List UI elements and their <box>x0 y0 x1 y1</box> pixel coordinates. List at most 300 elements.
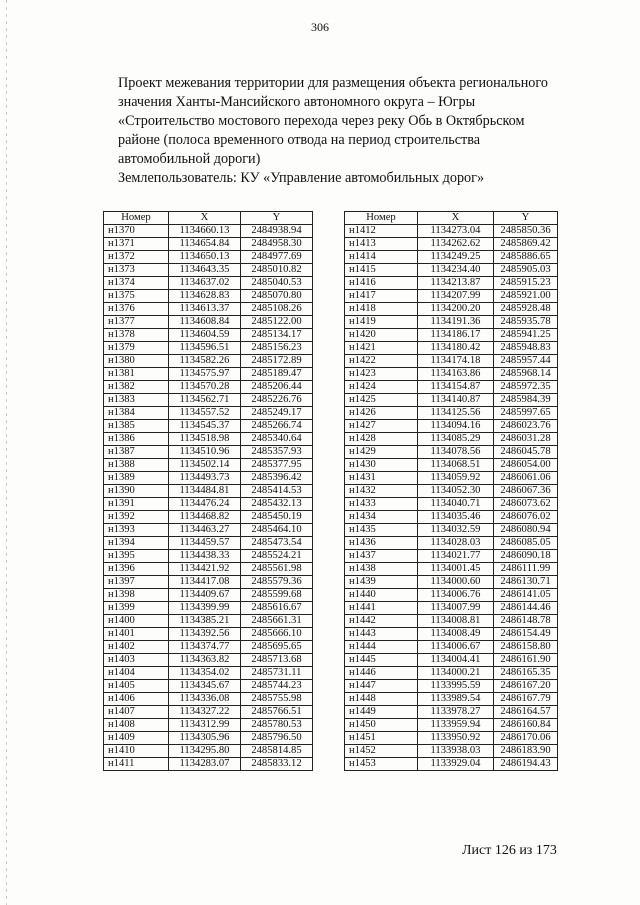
table-row <box>104 394 313 407</box>
point-number-cell: н1381 <box>104 368 169 381</box>
coordinates-table-right <box>344 211 558 771</box>
x-coordinate-cell: 1133995.59 <box>418 680 494 693</box>
y-coordinate-cell: 2485070.80 <box>241 290 313 303</box>
point-number-cell: н1444 <box>345 641 418 654</box>
table-row <box>104 667 313 680</box>
x-coordinate-cell: 1134262.62 <box>418 238 494 251</box>
x-coordinate-cell: 1134154.87 <box>418 381 494 394</box>
y-coordinate-cell: 2486170.06 <box>494 732 558 745</box>
header-number: Номер <box>104 212 169 225</box>
x-coordinate-cell: 1134354.02 <box>169 667 241 680</box>
x-coordinate-cell: 1134283.07 <box>169 758 241 771</box>
y-coordinate-cell: 2486165.35 <box>494 667 558 680</box>
table-row <box>104 407 313 420</box>
y-coordinate-cell: 2485432.13 <box>241 498 313 511</box>
table-row <box>104 615 313 628</box>
x-coordinate-cell: 1134493.73 <box>169 472 241 485</box>
point-number-cell: н1397 <box>104 576 169 589</box>
y-coordinate-cell: 2486076.02 <box>494 511 558 524</box>
x-coordinate-cell: 1133950.92 <box>418 732 494 745</box>
table-row <box>104 433 313 446</box>
x-coordinate-cell: 1134510.96 <box>169 446 241 459</box>
point-number-cell: н1434 <box>345 511 418 524</box>
y-coordinate-cell: 2485377.95 <box>241 459 313 472</box>
table-row <box>104 446 313 459</box>
x-coordinate-cell: 1134007.99 <box>418 602 494 615</box>
x-coordinate-cell: 1134476.24 <box>169 498 241 511</box>
point-number-cell: н1406 <box>104 693 169 706</box>
x-coordinate-cell: 1134140.87 <box>418 394 494 407</box>
x-coordinate-cell: 1134327.22 <box>169 706 241 719</box>
table-row <box>345 420 558 433</box>
y-coordinate-cell: 2486067.36 <box>494 485 558 498</box>
y-coordinate-cell: 2485713.68 <box>241 654 313 667</box>
point-number-cell: н1453 <box>345 758 418 771</box>
x-coordinate-cell: 1134078.56 <box>418 446 494 459</box>
x-coordinate-cell: 1134613.37 <box>169 303 241 316</box>
x-coordinate-cell: 1134273.04 <box>418 225 494 238</box>
x-coordinate-cell: 1134006.67 <box>418 641 494 654</box>
table-row <box>104 251 313 264</box>
table-row <box>345 758 558 771</box>
x-coordinate-cell: 1134125.56 <box>418 407 494 420</box>
x-coordinate-cell: 1134557.52 <box>169 407 241 420</box>
y-coordinate-cell: 2485921.00 <box>494 290 558 303</box>
point-number-cell: н1388 <box>104 459 169 472</box>
y-coordinate-cell: 2486111.99 <box>494 563 558 576</box>
point-number-cell: н1413 <box>345 238 418 251</box>
table-row <box>104 654 313 667</box>
header-number: Номер <box>345 212 418 225</box>
y-coordinate-cell: 2486183.90 <box>494 745 558 758</box>
table-row <box>104 758 313 771</box>
header-y: Y <box>241 212 313 225</box>
y-coordinate-cell: 2484977.69 <box>241 251 313 264</box>
x-coordinate-cell: 1134392.56 <box>169 628 241 641</box>
point-number-cell: н1445 <box>345 654 418 667</box>
point-number-cell: н1447 <box>345 680 418 693</box>
x-coordinate-cell: 1134032.59 <box>418 524 494 537</box>
x-coordinate-cell: 1134575.97 <box>169 368 241 381</box>
table-row <box>345 446 558 459</box>
title-line: районе (полоса временного отвода на период строительства <box>118 132 481 148</box>
table-row <box>104 589 313 602</box>
table-row <box>104 290 313 303</box>
y-coordinate-cell: 2486090.18 <box>494 550 558 563</box>
y-coordinate-cell: 2485796.50 <box>241 732 313 745</box>
header-x: X <box>169 212 241 225</box>
table-row <box>345 459 558 472</box>
x-coordinate-cell: 1134650.13 <box>169 251 241 264</box>
x-coordinate-cell: 1134000.21 <box>418 667 494 680</box>
table-row <box>345 602 558 615</box>
x-coordinate-cell: 1134562.71 <box>169 394 241 407</box>
point-number-cell: н1385 <box>104 420 169 433</box>
point-number-cell: н1395 <box>104 550 169 563</box>
table-row <box>345 563 558 576</box>
point-number-cell: н1420 <box>345 329 418 342</box>
x-coordinate-cell: 1133978.27 <box>418 706 494 719</box>
point-number-cell: н1421 <box>345 342 418 355</box>
table-row <box>345 394 558 407</box>
point-number-cell: н1437 <box>345 550 418 563</box>
point-number-cell: н1427 <box>345 420 418 433</box>
y-coordinate-cell: 2486167.20 <box>494 680 558 693</box>
x-coordinate-cell: 1134438.33 <box>169 550 241 563</box>
point-number-cell: н1451 <box>345 732 418 745</box>
x-coordinate-cell: 1134305.96 <box>169 732 241 745</box>
table-row <box>345 381 558 394</box>
point-number-cell: н1426 <box>345 407 418 420</box>
point-number-cell: н1370 <box>104 225 169 238</box>
x-coordinate-cell: 1134085.29 <box>418 433 494 446</box>
x-coordinate-cell: 1134582.26 <box>169 355 241 368</box>
y-coordinate-cell: 2485935.78 <box>494 316 558 329</box>
point-number-cell: н1418 <box>345 303 418 316</box>
x-coordinate-cell: 1134570.28 <box>169 381 241 394</box>
point-number-cell: н1374 <box>104 277 169 290</box>
table-row <box>104 628 313 641</box>
x-coordinate-cell: 1134200.20 <box>418 303 494 316</box>
y-coordinate-cell: 2485040.53 <box>241 277 313 290</box>
y-coordinate-cell: 2486141.05 <box>494 589 558 602</box>
x-coordinate-cell: 1133938.03 <box>418 745 494 758</box>
y-coordinate-cell: 2485766.51 <box>241 706 313 719</box>
x-coordinate-cell: 1134001.45 <box>418 563 494 576</box>
y-coordinate-cell: 2486061.06 <box>494 472 558 485</box>
table-row <box>104 238 313 251</box>
table-row <box>104 498 313 511</box>
x-coordinate-cell: 1134604.59 <box>169 329 241 342</box>
table-row <box>104 732 313 745</box>
y-coordinate-cell: 2486161.90 <box>494 654 558 667</box>
point-number-cell: н1387 <box>104 446 169 459</box>
y-coordinate-cell: 2486130.71 <box>494 576 558 589</box>
point-number-cell: н1377 <box>104 316 169 329</box>
x-coordinate-cell: 1134637.02 <box>169 277 241 290</box>
table-row <box>104 602 313 615</box>
table-row <box>345 342 558 355</box>
y-coordinate-cell: 2485396.42 <box>241 472 313 485</box>
table-row <box>345 550 558 563</box>
point-number-cell: н1441 <box>345 602 418 615</box>
coordinates-table-left <box>103 211 313 771</box>
point-number-cell: н1423 <box>345 368 418 381</box>
point-number-cell: н1410 <box>104 745 169 758</box>
y-coordinate-cell: 2485561.98 <box>241 563 313 576</box>
point-number-cell: н1446 <box>345 667 418 680</box>
x-coordinate-cell: 1134213.87 <box>418 277 494 290</box>
title-line: Проект межевания территории для размещения объекта регионального <box>118 75 548 91</box>
y-coordinate-cell: 2485997.65 <box>494 407 558 420</box>
table-row <box>104 329 313 342</box>
y-coordinate-cell: 2485905.03 <box>494 264 558 277</box>
scan-edge-line <box>6 0 7 905</box>
x-coordinate-cell: 1134654.84 <box>169 238 241 251</box>
y-coordinate-cell: 2485172.89 <box>241 355 313 368</box>
point-number-cell: н1392 <box>104 511 169 524</box>
x-coordinate-cell: 1134336.08 <box>169 693 241 706</box>
x-coordinate-cell: 1134518.98 <box>169 433 241 446</box>
x-coordinate-cell: 1134008.81 <box>418 615 494 628</box>
x-coordinate-cell: 1134463.27 <box>169 524 241 537</box>
x-coordinate-cell: 1134468.82 <box>169 511 241 524</box>
y-coordinate-cell: 2486160.84 <box>494 719 558 732</box>
table-row <box>104 459 313 472</box>
x-coordinate-cell: 1134312.99 <box>169 719 241 732</box>
point-number-cell: н1422 <box>345 355 418 368</box>
table-row <box>345 641 558 654</box>
y-coordinate-cell: 2485850.36 <box>494 225 558 238</box>
document-title <box>118 74 588 188</box>
y-coordinate-cell: 2485661.31 <box>241 615 313 628</box>
point-number-cell: н1389 <box>104 472 169 485</box>
y-coordinate-cell: 2485755.98 <box>241 693 313 706</box>
point-number-cell: н1398 <box>104 589 169 602</box>
y-coordinate-cell: 2485948.83 <box>494 342 558 355</box>
table-row <box>345 472 558 485</box>
point-number-cell: н1380 <box>104 355 169 368</box>
table-row <box>345 316 558 329</box>
x-coordinate-cell: 1134174.18 <box>418 355 494 368</box>
point-number-cell: н1429 <box>345 446 418 459</box>
x-coordinate-cell: 1134068.51 <box>418 459 494 472</box>
y-coordinate-cell: 2485524.21 <box>241 550 313 563</box>
x-coordinate-cell: 1134186.17 <box>418 329 494 342</box>
x-coordinate-cell: 1134345.67 <box>169 680 241 693</box>
x-coordinate-cell: 1134006.76 <box>418 589 494 602</box>
header-x: X <box>418 212 494 225</box>
table-header-row <box>345 212 558 225</box>
point-number-cell: н1433 <box>345 498 418 511</box>
table-row <box>104 641 313 654</box>
table-row <box>345 277 558 290</box>
table-row <box>345 537 558 550</box>
y-coordinate-cell: 2485134.17 <box>241 329 313 342</box>
point-number-cell: н1376 <box>104 303 169 316</box>
y-coordinate-cell: 2485941.25 <box>494 329 558 342</box>
point-number-cell: н1438 <box>345 563 418 576</box>
point-number-cell: н1407 <box>104 706 169 719</box>
y-coordinate-cell: 2485984.39 <box>494 394 558 407</box>
table-row <box>104 355 313 368</box>
table-row <box>345 680 558 693</box>
x-coordinate-cell: 1134502.14 <box>169 459 241 472</box>
table-row <box>104 368 313 381</box>
point-number-cell: н1378 <box>104 329 169 342</box>
point-number-cell: н1372 <box>104 251 169 264</box>
point-number-cell: н1402 <box>104 641 169 654</box>
point-number-cell: н1425 <box>345 394 418 407</box>
y-coordinate-cell: 2486154.49 <box>494 628 558 641</box>
table-row <box>104 303 313 316</box>
y-coordinate-cell: 2486073.62 <box>494 498 558 511</box>
y-coordinate-cell: 2486167.79 <box>494 693 558 706</box>
point-number-cell: н1428 <box>345 433 418 446</box>
y-coordinate-cell: 2485744.23 <box>241 680 313 693</box>
x-coordinate-cell: 1134000.60 <box>418 576 494 589</box>
point-number-cell: н1419 <box>345 316 418 329</box>
table-row <box>104 680 313 693</box>
point-number-cell: н1390 <box>104 485 169 498</box>
point-number-cell: н1408 <box>104 719 169 732</box>
x-coordinate-cell: 1134660.13 <box>169 225 241 238</box>
x-coordinate-cell: 1134191.36 <box>418 316 494 329</box>
table-row <box>104 745 313 758</box>
table-row <box>345 745 558 758</box>
x-coordinate-cell: 1134180.42 <box>418 342 494 355</box>
y-coordinate-cell: 2486080.94 <box>494 524 558 537</box>
table-row <box>104 485 313 498</box>
point-number-cell: н1386 <box>104 433 169 446</box>
y-coordinate-cell: 2485579.36 <box>241 576 313 589</box>
table-row <box>345 654 558 667</box>
point-number-cell: н1440 <box>345 589 418 602</box>
table-row <box>104 342 313 355</box>
point-number-cell: н1384 <box>104 407 169 420</box>
point-number-cell: н1393 <box>104 524 169 537</box>
table-row <box>104 706 313 719</box>
point-number-cell: н1448 <box>345 693 418 706</box>
x-coordinate-cell: 1134409.67 <box>169 589 241 602</box>
y-coordinate-cell: 2485450.19 <box>241 511 313 524</box>
table-row <box>104 537 313 550</box>
point-number-cell: н1405 <box>104 680 169 693</box>
table-row <box>345 225 558 238</box>
point-number-cell: н1379 <box>104 342 169 355</box>
table-row <box>345 433 558 446</box>
x-coordinate-cell: 1134249.25 <box>418 251 494 264</box>
table-row <box>345 355 558 368</box>
y-coordinate-cell: 2485010.82 <box>241 264 313 277</box>
y-coordinate-cell: 2485968.14 <box>494 368 558 381</box>
table-row <box>104 277 313 290</box>
point-number-cell: н1371 <box>104 238 169 251</box>
y-coordinate-cell: 2485731.11 <box>241 667 313 680</box>
point-number-cell: н1436 <box>345 537 418 550</box>
land-user-line: Землепользователь: КУ «Управление автомобильных дорог» <box>118 170 485 186</box>
point-number-cell: н1442 <box>345 615 418 628</box>
table-row <box>345 706 558 719</box>
point-number-cell: н1382 <box>104 381 169 394</box>
table-row <box>104 524 313 537</box>
title-line: автомобильной дороги) <box>118 151 261 167</box>
point-number-cell: н1404 <box>104 667 169 680</box>
table-row <box>104 511 313 524</box>
y-coordinate-cell: 2485473.54 <box>241 537 313 550</box>
table-row <box>104 420 313 433</box>
x-coordinate-cell: 1134385.21 <box>169 615 241 628</box>
x-coordinate-cell: 1134596.51 <box>169 342 241 355</box>
sheet-counter: Лист 126 из 173 <box>462 843 557 858</box>
y-coordinate-cell: 2486164.57 <box>494 706 558 719</box>
table-row <box>345 589 558 602</box>
y-coordinate-cell: 2485464.10 <box>241 524 313 537</box>
y-coordinate-cell: 2485833.12 <box>241 758 313 771</box>
x-coordinate-cell: 1134008.49 <box>418 628 494 641</box>
x-coordinate-cell: 1134004.41 <box>418 654 494 667</box>
table-row <box>104 381 313 394</box>
table-row <box>345 732 558 745</box>
y-coordinate-cell: 2485915.23 <box>494 277 558 290</box>
point-number-cell: н1391 <box>104 498 169 511</box>
point-number-cell: н1416 <box>345 277 418 290</box>
table-header-row <box>104 212 313 225</box>
x-coordinate-cell: 1134374.77 <box>169 641 241 654</box>
point-number-cell: н1396 <box>104 563 169 576</box>
point-number-cell: н1394 <box>104 537 169 550</box>
table-row <box>345 511 558 524</box>
point-number-cell: н1439 <box>345 576 418 589</box>
table-row <box>345 329 558 342</box>
point-number-cell: н1424 <box>345 381 418 394</box>
x-coordinate-cell: 1134163.86 <box>418 368 494 381</box>
y-coordinate-cell: 2485340.64 <box>241 433 313 446</box>
table-row <box>104 472 313 485</box>
y-coordinate-cell: 2486148.78 <box>494 615 558 628</box>
table-row <box>345 576 558 589</box>
x-coordinate-cell: 1134028.03 <box>418 537 494 550</box>
y-coordinate-cell: 2485226.76 <box>241 394 313 407</box>
point-number-cell: н1411 <box>104 758 169 771</box>
table-row <box>345 524 558 537</box>
table-row <box>345 667 558 680</box>
point-number-cell: н1414 <box>345 251 418 264</box>
point-number-cell: н1383 <box>104 394 169 407</box>
point-number-cell: н1375 <box>104 290 169 303</box>
table-row <box>345 303 558 316</box>
y-coordinate-cell: 2486158.80 <box>494 641 558 654</box>
x-coordinate-cell: 1134207.99 <box>418 290 494 303</box>
table-row <box>104 264 313 277</box>
y-coordinate-cell: 2485108.26 <box>241 303 313 316</box>
x-coordinate-cell: 1134295.80 <box>169 745 241 758</box>
point-number-cell: н1435 <box>345 524 418 537</box>
point-number-cell: н1409 <box>104 732 169 745</box>
y-coordinate-cell: 2486054.00 <box>494 459 558 472</box>
x-coordinate-cell: 1134417.08 <box>169 576 241 589</box>
table-row <box>345 615 558 628</box>
x-coordinate-cell: 1134234.40 <box>418 264 494 277</box>
point-number-cell: н1415 <box>345 264 418 277</box>
y-coordinate-cell: 2486023.76 <box>494 420 558 433</box>
y-coordinate-cell: 2485189.47 <box>241 368 313 381</box>
point-number-cell: н1400 <box>104 615 169 628</box>
title-line: значения Ханты-Мансийского автономного округа – Югры <box>118 94 476 110</box>
y-coordinate-cell: 2485780.53 <box>241 719 313 732</box>
point-number-cell: н1403 <box>104 654 169 667</box>
x-coordinate-cell: 1134040.71 <box>418 498 494 511</box>
y-coordinate-cell: 2485972.35 <box>494 381 558 394</box>
table-row <box>345 264 558 277</box>
y-coordinate-cell: 2485156.23 <box>241 342 313 355</box>
table-row <box>345 407 558 420</box>
y-coordinate-cell: 2486085.05 <box>494 537 558 550</box>
x-coordinate-cell: 1133959.94 <box>418 719 494 732</box>
y-coordinate-cell: 2485122.00 <box>241 316 313 329</box>
x-coordinate-cell: 1134421.92 <box>169 563 241 576</box>
point-number-cell: н1373 <box>104 264 169 277</box>
x-coordinate-cell: 1134094.16 <box>418 420 494 433</box>
table-row <box>345 628 558 641</box>
table-row <box>104 316 313 329</box>
x-coordinate-cell: 1134399.99 <box>169 602 241 615</box>
x-coordinate-cell: 1134545.37 <box>169 420 241 433</box>
x-coordinate-cell: 1134643.35 <box>169 264 241 277</box>
y-coordinate-cell: 2485616.67 <box>241 602 313 615</box>
y-coordinate-cell: 2485886.65 <box>494 251 558 264</box>
title-line: «Строительство мостового перехода через реку Обь в Октябрьском <box>118 113 525 129</box>
